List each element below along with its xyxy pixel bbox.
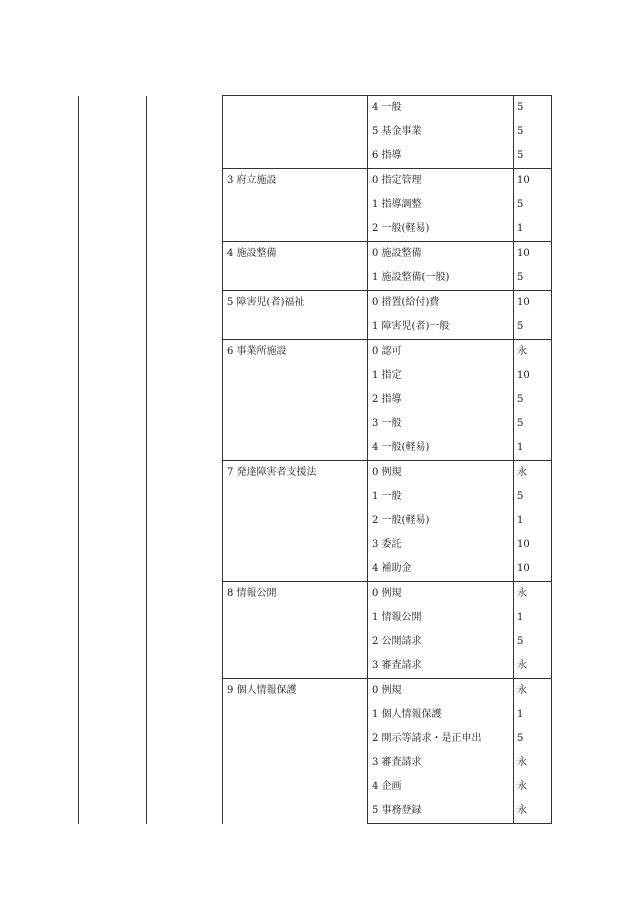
small-category-cell: 1 指定: [368, 364, 514, 388]
small-category-cell: 0 例規: [368, 582, 514, 607]
middle-category-cell: [223, 96, 368, 169]
small-category-cell: 4 一般(軽易): [368, 436, 514, 461]
small-category-cell: 2 指導: [368, 388, 514, 412]
table-row: [79, 96, 552, 121]
retention-cell: 5: [514, 266, 552, 291]
middle-category-cell: 8 情報公開: [223, 582, 368, 679]
middle-category-cell: 9 個人情報保護: [223, 679, 368, 824]
small-category-cell: 3 審査請求: [368, 654, 514, 679]
small-category-cell: 0 施設整備: [368, 242, 514, 267]
retention-cell: 5: [514, 315, 552, 340]
retention-cell: 10: [514, 557, 552, 582]
small-category-cell: 3 審査請求: [368, 751, 514, 775]
retention-cell: 永: [514, 461, 552, 486]
retention-cell: 5: [514, 120, 552, 144]
retention-cell: 1: [514, 606, 552, 630]
retention-table: [78, 95, 552, 824]
small-category-cell: 2 公開請求: [368, 630, 514, 654]
small-category-cell: 3 委託: [368, 533, 514, 557]
retention-cell: 5: [514, 144, 552, 169]
retention-cell: 5: [514, 412, 552, 436]
retention-cell: 5: [514, 193, 552, 217]
small-category-cell: 4 企画: [368, 775, 514, 799]
small-category-cell: 6 指導: [368, 144, 514, 169]
retention-cell: 10: [514, 364, 552, 388]
middle-category-cell: 6 事業所施設: [223, 340, 368, 461]
small-category-cell: 1 個人情報保護: [368, 703, 514, 727]
retention-cell: 永: [514, 582, 552, 607]
retention-cell: 永: [514, 654, 552, 679]
small-category-cell: 4 補助金: [368, 557, 514, 582]
category-sub-cell: [147, 96, 223, 824]
retention-cell: 5: [514, 727, 552, 751]
retention-cell: 1: [514, 509, 552, 533]
small-category-cell: 1 一般: [368, 485, 514, 509]
middle-category-cell: 7 発達障害者支援法: [223, 461, 368, 582]
table-body: [79, 96, 552, 824]
retention-cell: 永: [514, 775, 552, 799]
small-category-cell: 1 指導調整: [368, 193, 514, 217]
small-category-cell: 3 一般: [368, 412, 514, 436]
small-category-cell: 1 情報公開: [368, 606, 514, 630]
small-category-cell: 2 開示等請求・是正申出: [368, 727, 514, 751]
retention-cell: 永: [514, 799, 552, 824]
retention-cell: 永: [514, 751, 552, 775]
retention-cell: 5: [514, 630, 552, 654]
small-category-cell: 0 例規: [368, 461, 514, 486]
retention-cell: 10: [514, 242, 552, 267]
small-category-cell: 5 基金事業: [368, 120, 514, 144]
small-category-cell: 0 指定管理: [368, 169, 514, 194]
small-category-cell: 0 措置(給付)費: [368, 291, 514, 316]
retention-cell: 永: [514, 679, 552, 704]
retention-cell: 永: [514, 340, 552, 365]
small-category-cell: 4 一般: [368, 96, 514, 121]
middle-category-cell: 3 府立施設: [223, 169, 368, 242]
small-category-cell: 0 認可: [368, 340, 514, 365]
retention-cell: 10: [514, 533, 552, 557]
category-major-cell: [79, 96, 147, 824]
retention-cell: 1: [514, 436, 552, 461]
retention-cell: 10: [514, 169, 552, 194]
retention-cell: 10: [514, 291, 552, 316]
retention-cell: 5: [514, 388, 552, 412]
small-category-cell: 1 障害児(者)一般: [368, 315, 514, 340]
retention-cell: 5: [514, 485, 552, 509]
small-category-cell: 1 施設整備(一般): [368, 266, 514, 291]
retention-cell: 5: [514, 96, 552, 121]
retention-cell: 1: [514, 217, 552, 242]
small-category-cell: 0 例規: [368, 679, 514, 704]
middle-category-cell: 4 施設整備: [223, 242, 368, 291]
middle-category-cell: 5 障害児(者)福祉: [223, 291, 368, 340]
small-category-cell: 2 一般(軽易): [368, 217, 514, 242]
retention-cell: 1: [514, 703, 552, 727]
small-category-cell: 5 事務登録: [368, 799, 514, 824]
small-category-cell: 2 一般(軽易): [368, 509, 514, 533]
